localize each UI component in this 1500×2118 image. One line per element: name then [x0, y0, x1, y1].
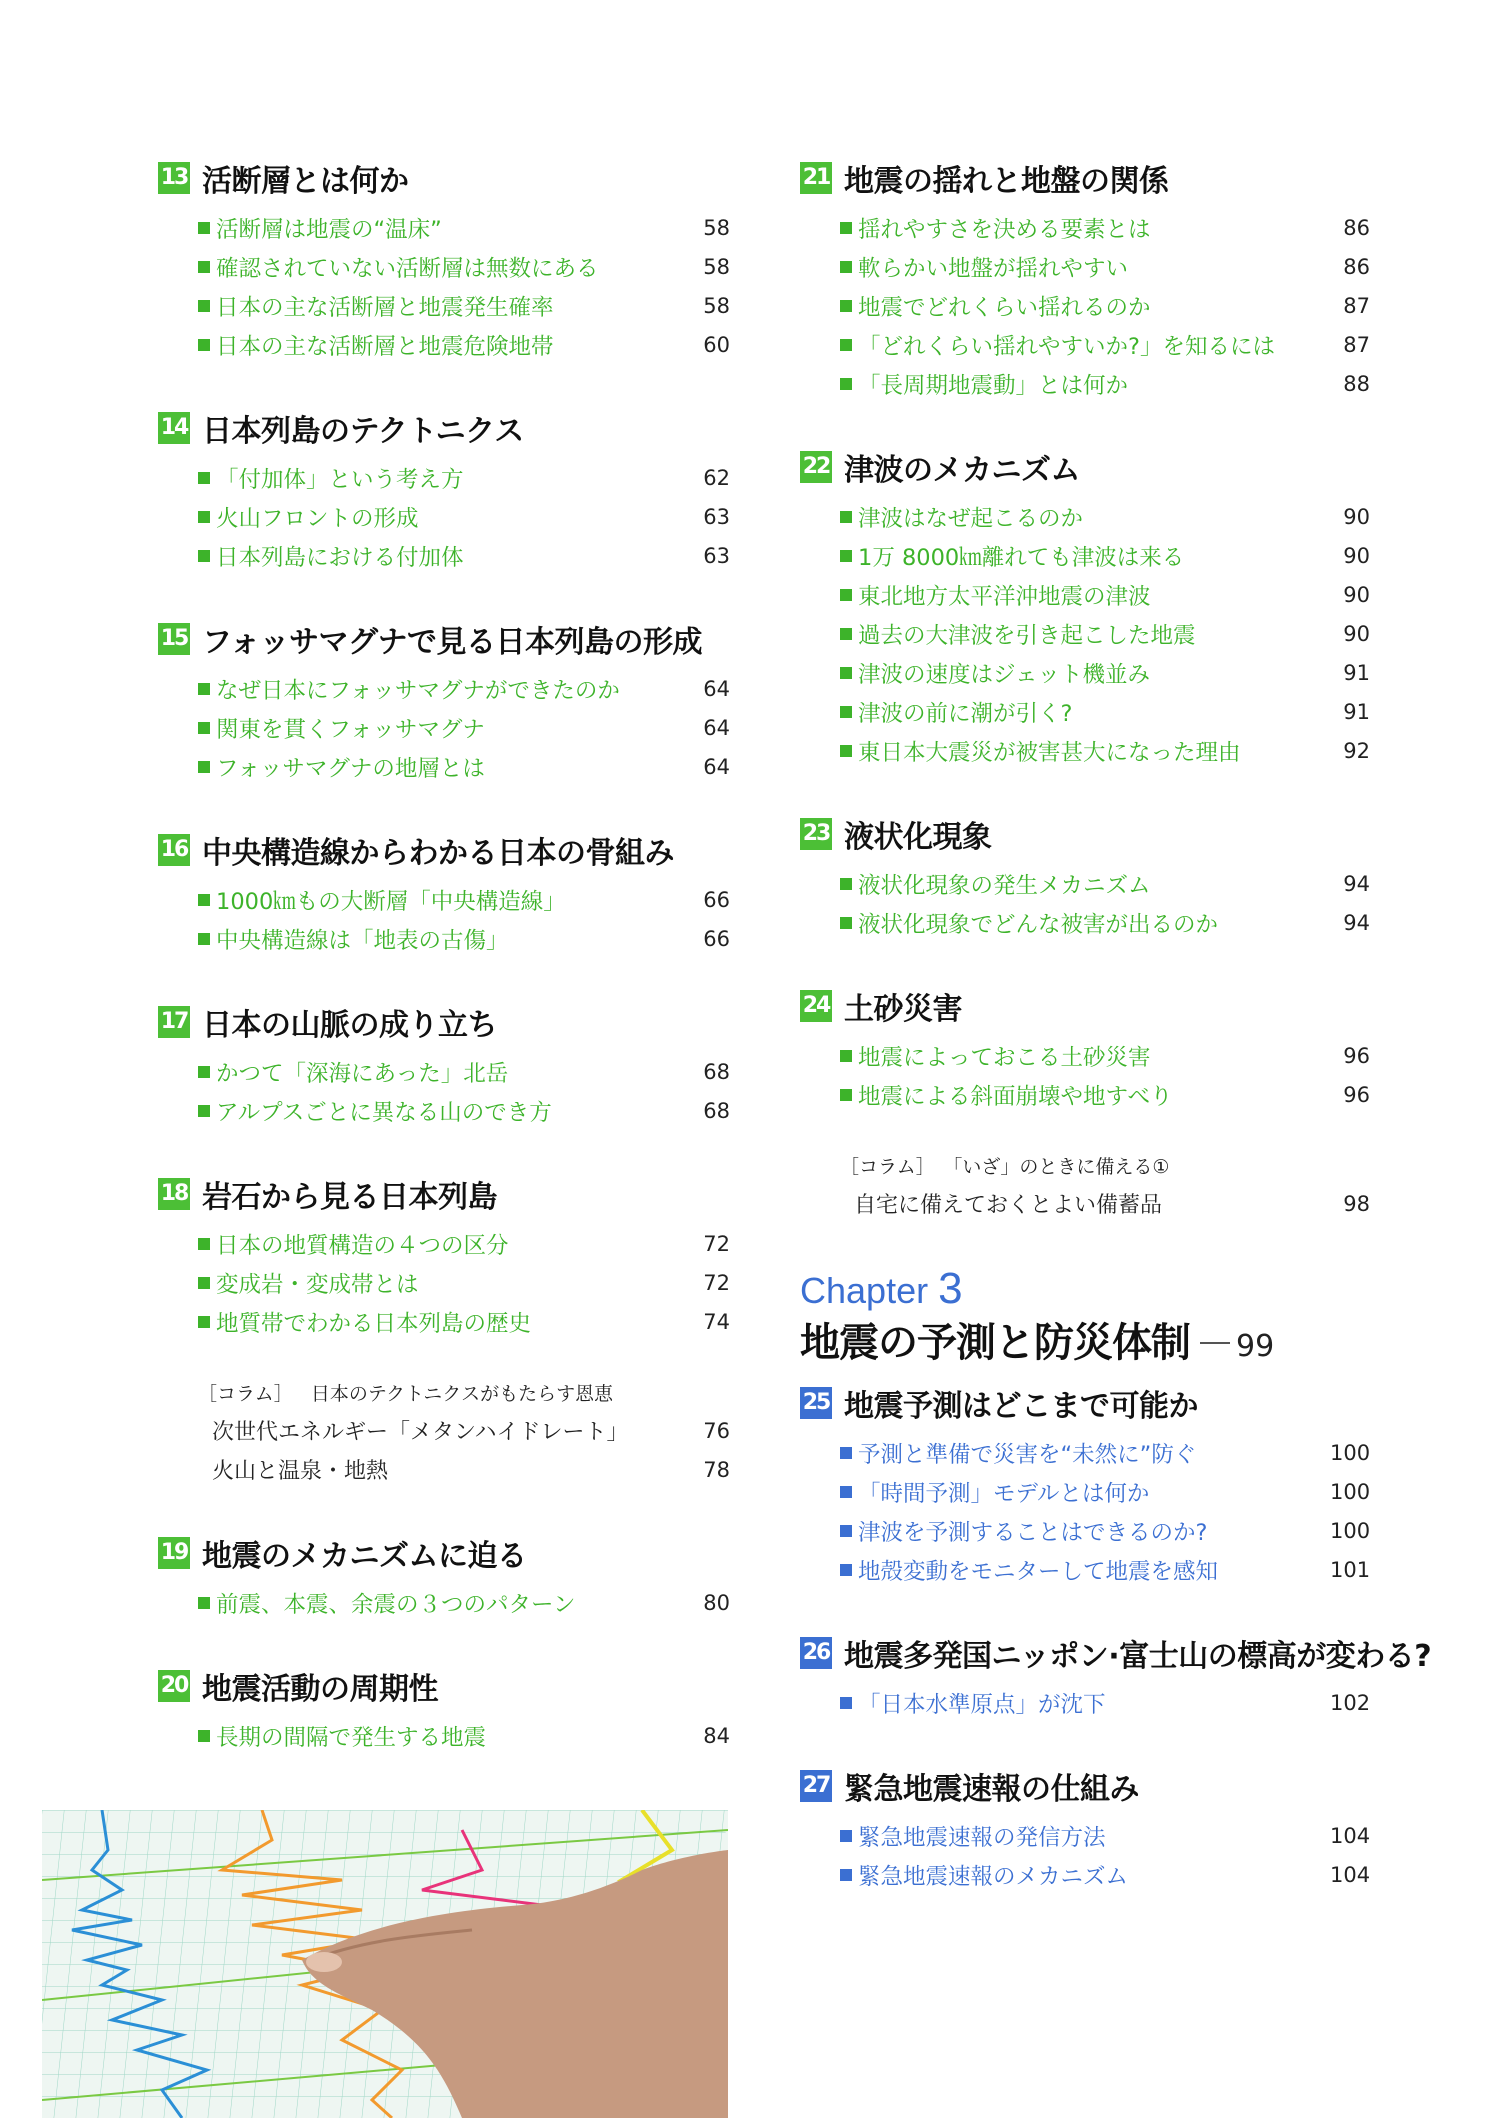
toc-item-text: 活断層は地震の“温床” — [216, 216, 442, 243]
square-bullet-icon — [198, 472, 210, 484]
section-title: 津波のメカニズム — [844, 453, 1080, 488]
page-number: 58 — [703, 293, 730, 318]
page-number: 102 — [1330, 1690, 1371, 1715]
page-number: 68 — [703, 1098, 730, 1123]
toc-item[interactable] — [198, 497, 730, 536]
toc-section-13 — [158, 158, 730, 364]
toc-section-19 — [158, 1533, 730, 1622]
section-items — [158, 208, 730, 364]
toc-item-text: 津波の前に潮が引く? — [858, 700, 1073, 727]
section-heading[interactable] — [800, 447, 1370, 487]
page-number: 66 — [703, 887, 730, 912]
section-items — [158, 1716, 730, 1755]
section-items — [158, 880, 730, 958]
toc-item-text: 津波を予測することはできるのか? — [858, 1519, 1208, 1546]
column-title: 「いざ」のときに備える① — [952, 1156, 1170, 1178]
page-number: 72 — [703, 1270, 730, 1295]
section-title: 地震活動の周期性 — [202, 1672, 438, 1707]
square-bullet-icon — [840, 667, 852, 679]
square-bullet-icon — [198, 339, 210, 351]
page-number: 90 — [1343, 621, 1370, 646]
page-number: 96 — [1343, 1082, 1370, 1107]
section-items — [800, 1816, 1370, 1894]
square-bullet-icon — [840, 222, 852, 234]
toc-section-16 — [158, 830, 730, 958]
toc-item[interactable] — [840, 653, 1370, 692]
toc-item[interactable] — [198, 325, 730, 364]
toc-item[interactable] — [198, 247, 730, 286]
square-bullet-icon — [840, 1089, 852, 1101]
toc-item-text: 東北地方太平洋沖地震の津波 — [858, 583, 1151, 610]
square-bullet-icon — [198, 761, 210, 773]
section-title: 液状化現象 — [844, 820, 992, 855]
toc-item-text: フォッサマグナの地層とは — [216, 755, 485, 782]
toc-item-text: 中央構造線は「地表の古傷」 — [216, 927, 509, 954]
column-box-left — [198, 1377, 730, 1489]
toc-section-14 — [158, 408, 730, 575]
section-items — [158, 1224, 730, 1341]
column-item[interactable] — [198, 1450, 730, 1489]
seismograph-photo — [42, 1810, 728, 2118]
toc-item-text: アルプスごとに異なる山のでき方 — [216, 1099, 552, 1126]
page-number: 96 — [1343, 1043, 1370, 1068]
section-items — [158, 1583, 730, 1622]
square-bullet-icon — [198, 511, 210, 523]
toc-section-23 — [800, 814, 1370, 942]
toc-item-text: 日本の主な活断層と地震発生確率 — [216, 294, 554, 321]
section-number-badge: 14 — [158, 412, 190, 444]
toc-item-text: 緊急地震速報の発信方法 — [858, 1824, 1106, 1851]
section-number-badge: 20 — [158, 1670, 190, 1702]
toc-item[interactable] — [840, 1855, 1370, 1894]
page-number: 60 — [703, 332, 730, 357]
toc-item-text: 地震による斜面崩壊や地すべり — [858, 1083, 1173, 1110]
section-number-badge: 22 — [800, 451, 832, 483]
page-number: 100 — [1330, 1479, 1371, 1504]
toc-item[interactable] — [198, 458, 730, 497]
square-bullet-icon — [198, 1066, 210, 1078]
page-number: 94 — [1343, 910, 1370, 935]
toc-section-17 — [158, 1002, 730, 1130]
square-bullet-icon — [198, 1316, 210, 1328]
page-number: 100 — [1330, 1440, 1371, 1465]
page-number: 64 — [703, 676, 730, 701]
square-bullet-icon — [840, 1050, 852, 1062]
toc-item[interactable] — [840, 1683, 1370, 1722]
chapter-title: 地震の予測と防災体制 — [800, 1320, 1190, 1366]
section-items — [158, 669, 730, 786]
toc-section-15 — [158, 619, 730, 786]
page-number: 64 — [703, 715, 730, 740]
toc-item-text: 地震によっておこる土砂災害 — [858, 1044, 1151, 1071]
toc-item[interactable] — [198, 747, 730, 786]
toc-item-text: 揺れやすさを決める要素とは — [858, 216, 1151, 243]
section-heading[interactable] — [800, 158, 1370, 198]
toc-item[interactable] — [840, 1816, 1370, 1855]
toc-item[interactable] — [840, 731, 1370, 770]
toc-item-text: 地質帯でわかる日本列島の歴史 — [216, 1310, 532, 1337]
toc-item-text: 関東を貫くフォッサマグナ — [216, 716, 485, 743]
toc-item[interactable] — [840, 1472, 1370, 1511]
toc-item[interactable] — [198, 1091, 730, 1130]
section-heading[interactable] — [158, 408, 730, 448]
column-heading — [198, 1377, 730, 1411]
toc-item[interactable] — [198, 1583, 730, 1622]
page-number: 86 — [1343, 215, 1370, 240]
toc-item[interactable] — [840, 325, 1370, 364]
square-bullet-icon — [198, 894, 210, 906]
toc-section-21 — [800, 158, 1370, 403]
toc-item-text: 1000㎞もの大断層「中央構造線」 — [216, 888, 566, 915]
toc-item[interactable] — [840, 903, 1370, 942]
section-number-badge: 21 — [800, 162, 832, 194]
toc-item[interactable] — [840, 575, 1370, 614]
toc-item-text: 変成岩・変成帯とは — [216, 1271, 419, 1298]
square-bullet-icon — [198, 550, 210, 562]
toc-item[interactable] — [840, 1550, 1370, 1589]
toc-item-text: 「付加体」という考え方 — [216, 466, 464, 493]
toc-item[interactable] — [198, 1224, 730, 1263]
toc-item-text: 「どれくらい揺れやすいか?」を知るには — [858, 333, 1275, 360]
section-items — [800, 864, 1370, 942]
section-title: 岩石から見る日本列島 — [202, 1180, 497, 1215]
chapter-word: Chapter — [800, 1270, 929, 1311]
page-number: 92 — [1343, 738, 1370, 763]
chapter-title-row — [800, 1311, 1370, 1365]
toc-item-text: 日本の地質構造の４つの区分 — [216, 1232, 509, 1259]
toc-item-text: 「長周期地震動」とは何か — [858, 372, 1129, 399]
toc-item[interactable] — [198, 208, 730, 247]
section-heading[interactable] — [800, 814, 1370, 854]
section-heading[interactable] — [158, 1174, 730, 1214]
section-items — [800, 1433, 1370, 1589]
toc-item[interactable] — [840, 614, 1370, 653]
square-bullet-icon — [840, 261, 852, 273]
toc-item-text: 日本列島における付加体 — [216, 544, 464, 571]
section-number-badge: 17 — [158, 1006, 190, 1038]
toc-item[interactable] — [198, 708, 730, 747]
page-number: 78 — [703, 1457, 730, 1482]
toc-item[interactable] — [840, 692, 1370, 731]
toc-item-text: かつて「深海にあった」北岳 — [216, 1060, 509, 1087]
chapter-dash — [1200, 1342, 1230, 1344]
section-title: 地震予測はどこまで可能か — [844, 1389, 1198, 1424]
square-bullet-icon — [198, 722, 210, 734]
chapter-number: 3 — [938, 1264, 963, 1313]
toc-section-24 — [800, 986, 1370, 1114]
toc-item[interactable] — [840, 1433, 1370, 1472]
section-number-badge: 18 — [158, 1178, 190, 1210]
square-bullet-icon — [840, 706, 852, 718]
square-bullet-icon — [198, 222, 210, 234]
page-number: 63 — [703, 543, 730, 568]
section-heading[interactable] — [158, 1666, 730, 1706]
toc-item[interactable] — [840, 864, 1370, 903]
toc-item[interactable] — [840, 497, 1370, 536]
section-title: 地震の揺れと地盤の関係 — [844, 164, 1169, 199]
column-item-text: 自宅に備えておくとよい備蓄品 — [854, 1193, 1163, 1218]
toc-item-text: 「時間予測」モデルとは何か — [858, 1480, 1150, 1507]
toc-section-20 — [158, 1666, 730, 1755]
toc-item-text: 軟らかい地盤が揺れやすい — [858, 255, 1129, 282]
section-title: 土砂災害 — [844, 992, 962, 1027]
toc-item-text: 前震、本震、余震の３つのパターン — [216, 1591, 576, 1618]
section-title: フォッサマグナで見る日本列島の形成 — [202, 625, 702, 660]
page-number: 90 — [1343, 504, 1370, 529]
toc-item[interactable] — [840, 286, 1370, 325]
section-heading[interactable] — [158, 1533, 730, 1573]
page-number: 62 — [703, 465, 730, 490]
toc-item-text: 予測と準備で災害を“未然に”防ぐ — [858, 1441, 1197, 1468]
section-number-badge: 15 — [158, 623, 190, 655]
section-number-badge: 16 — [158, 834, 190, 866]
toc-item[interactable] — [198, 669, 730, 708]
section-heading[interactable] — [158, 158, 730, 198]
toc-item[interactable] — [840, 364, 1370, 403]
page-number: 58 — [703, 254, 730, 279]
square-bullet-icon — [198, 1105, 210, 1117]
square-bullet-icon — [840, 378, 852, 390]
page-number: 80 — [703, 1590, 730, 1615]
square-bullet-icon — [840, 1697, 852, 1709]
toc-item-text: 過去の大津波を引き起こした地震 — [858, 622, 1196, 649]
toc-section-26 — [800, 1633, 1432, 1722]
page-number: 87 — [1343, 332, 1370, 357]
section-number-badge: 24 — [800, 990, 832, 1022]
toc-item[interactable] — [840, 1075, 1370, 1114]
section-number-badge: 26 — [800, 1637, 832, 1669]
page-number: 88 — [1343, 371, 1370, 396]
section-heading[interactable] — [800, 1633, 1432, 1674]
toc-section-22 — [800, 447, 1370, 770]
page-number: 86 — [1343, 254, 1370, 279]
square-bullet-icon — [840, 300, 852, 312]
page-number: 66 — [703, 926, 730, 951]
section-heading[interactable] — [158, 1002, 730, 1042]
section-number-badge: 27 — [800, 1770, 832, 1802]
page-number: 63 — [703, 504, 730, 529]
toc-item-text: 液状化現象でどんな被害が出るのか — [858, 911, 1219, 938]
page-number: 87 — [1343, 293, 1370, 318]
page-number: 100 — [1330, 1518, 1371, 1543]
toc-item[interactable] — [198, 1716, 730, 1755]
section-heading[interactable] — [158, 830, 730, 870]
toc-item[interactable] — [198, 880, 730, 919]
page-number: 58 — [703, 215, 730, 240]
section-title: 地震のメカニズムに迫る — [202, 1539, 527, 1574]
square-bullet-icon — [198, 1238, 210, 1250]
section-heading[interactable] — [800, 1766, 1370, 1806]
page-number: 104 — [1330, 1823, 1371, 1848]
section-number-badge: 25 — [800, 1387, 832, 1419]
square-bullet-icon — [198, 933, 210, 945]
toc-item[interactable] — [840, 247, 1370, 286]
square-bullet-icon — [198, 261, 210, 273]
toc-section-25 — [800, 1383, 1370, 1589]
square-bullet-icon — [840, 589, 852, 601]
section-heading[interactable] — [800, 986, 1370, 1026]
section-number-badge: 13 — [158, 162, 190, 194]
section-heading[interactable] — [800, 1383, 1370, 1423]
column-item[interactable] — [840, 1184, 1370, 1223]
page-number: 91 — [1343, 660, 1370, 685]
column-item-text: 次世代エネルギー「メタンハイドレート」 — [212, 1420, 629, 1445]
section-items — [800, 208, 1370, 403]
column-box-right — [840, 1150, 1370, 1223]
toc-item[interactable] — [840, 1036, 1370, 1075]
toc-item-text: 液状化現象の発生メカニズム — [858, 872, 1151, 899]
square-bullet-icon — [840, 878, 852, 890]
page-number: 91 — [1343, 699, 1370, 724]
toc-item-text: 火山フロントの形成 — [216, 505, 419, 532]
page-number: 94 — [1343, 871, 1370, 896]
toc-item[interactable] — [198, 1302, 730, 1341]
page-number: 76 — [703, 1418, 730, 1443]
page-number: 98 — [1343, 1191, 1370, 1216]
square-bullet-icon — [840, 628, 852, 640]
chapter-page: 99 — [1236, 1329, 1275, 1364]
toc-item-text: 確認されていない活断層は無数にある — [216, 255, 599, 282]
square-bullet-icon — [840, 1486, 852, 1498]
toc-section-18 — [158, 1174, 730, 1341]
left-column — [158, 158, 730, 1799]
square-bullet-icon — [840, 1830, 852, 1842]
column-item[interactable] — [198, 1411, 730, 1450]
page-number: 84 — [703, 1723, 730, 1748]
section-title: 中央構造線からわかる日本の骨組み — [202, 836, 674, 871]
toc-section-27 — [800, 1766, 1370, 1894]
toc-item[interactable] — [840, 208, 1370, 247]
square-bullet-icon — [840, 745, 852, 757]
toc-item[interactable] — [840, 536, 1370, 575]
section-heading[interactable] — [158, 619, 730, 659]
section-number-badge: 19 — [158, 1537, 190, 1569]
toc-item-text: 地殻変動をモニターして地震を感知 — [858, 1558, 1219, 1585]
section-items — [158, 458, 730, 575]
column-item-text: 火山と温泉・地熱 — [212, 1459, 389, 1484]
page-number: 68 — [703, 1059, 730, 1084]
square-bullet-icon — [840, 1525, 852, 1537]
section-number-badge: 23 — [800, 818, 832, 850]
section-title: 日本の山脈の成り立ち — [202, 1008, 497, 1043]
section-items — [158, 1052, 730, 1130]
toc-item[interactable] — [198, 919, 730, 958]
chapter-heading — [800, 1264, 1370, 1366]
toc-item[interactable] — [198, 536, 730, 575]
square-bullet-icon — [840, 1564, 852, 1576]
toc-item[interactable] — [198, 1263, 730, 1302]
square-bullet-icon — [198, 300, 210, 312]
column-tag: ［コラム］ — [198, 1383, 293, 1405]
section-title: 日本列島のテクトニクス — [202, 414, 524, 449]
page-number: 104 — [1330, 1862, 1371, 1887]
section-items — [800, 1683, 1370, 1722]
section-title: 地震多発国ニッポン·富士山の標高が変わる? — [844, 1639, 1432, 1674]
toc-item-text: なぜ日本にフォッサマグナができたのか — [216, 677, 620, 704]
column-title: 日本のテクトニクスがもたらす恩恵 — [310, 1383, 614, 1405]
seismograph-drawing — [42, 1810, 728, 2118]
toc-item-text: 東日本大震災が被害甚大になった理由 — [858, 739, 1241, 766]
square-bullet-icon — [840, 1447, 852, 1459]
toc-item-text: 1万 8000㎞離れても津波は来る — [858, 544, 1185, 571]
toc-item-text: 津波はなぜ起こるのか — [858, 505, 1084, 532]
square-bullet-icon — [840, 511, 852, 523]
column-tag: ［コラム］ — [840, 1156, 935, 1178]
right-column — [800, 158, 1432, 1938]
square-bullet-icon — [198, 1730, 210, 1742]
square-bullet-icon — [840, 550, 852, 562]
toc-item[interactable] — [840, 1511, 1370, 1550]
section-title: 緊急地震速報の仕組み — [844, 1772, 1139, 1807]
section-items — [800, 497, 1370, 770]
toc-item-text: 津波の速度はジェット機並み — [858, 661, 1151, 688]
section-items — [800, 1036, 1370, 1114]
toc-item-text: 地震でどれくらい揺れるのか — [858, 294, 1151, 321]
page-number: 90 — [1343, 582, 1370, 607]
toc-item-text: 日本の主な活断層と地震危険地帯 — [216, 333, 554, 360]
page-number: 64 — [703, 754, 730, 779]
square-bullet-icon — [198, 1597, 210, 1609]
square-bullet-icon — [198, 683, 210, 695]
toc-item-text: 「日本水準原点」が沈下 — [858, 1691, 1106, 1718]
square-bullet-icon — [198, 1277, 210, 1289]
section-title: 活断層とは何か — [202, 164, 409, 199]
page-number: 74 — [703, 1309, 730, 1334]
toc-item-text: 長期の間隔で発生する地震 — [216, 1724, 487, 1751]
page-number: 101 — [1330, 1557, 1371, 1582]
square-bullet-icon — [840, 1869, 852, 1881]
square-bullet-icon — [840, 917, 852, 929]
page-number: 72 — [703, 1231, 730, 1256]
square-bullet-icon — [840, 339, 852, 351]
toc-item[interactable] — [198, 286, 730, 325]
chapter-label — [800, 1264, 1370, 1313]
toc-item[interactable] — [198, 1052, 730, 1091]
page-number: 90 — [1343, 543, 1370, 568]
column-heading — [840, 1150, 1370, 1184]
toc-item-text: 緊急地震速報のメカニズム — [858, 1863, 1129, 1890]
